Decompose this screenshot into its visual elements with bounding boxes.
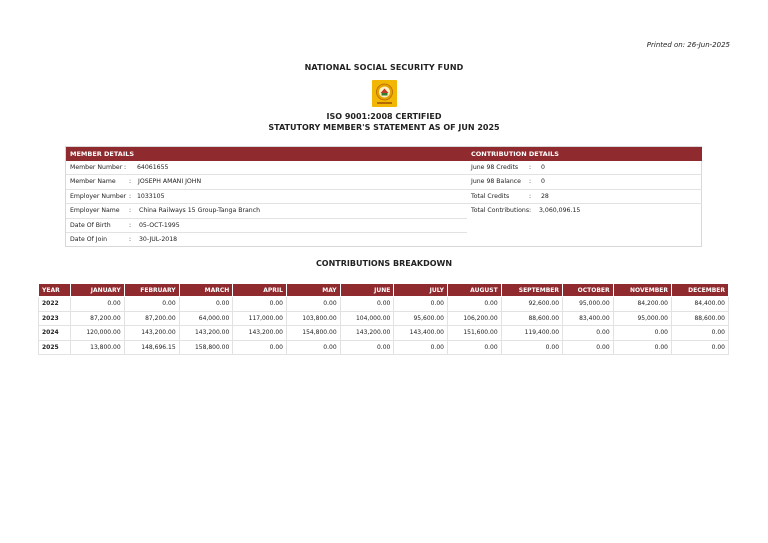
- amount-cell: 103,800.00: [286, 311, 340, 326]
- amount-cell: 84,200.00: [613, 297, 671, 312]
- column-header: FEBRUARY: [124, 284, 179, 297]
- detail-separator: :: [529, 164, 532, 171]
- june98-credits-row: [467, 161, 702, 175]
- amount-cell: 143,200.00: [124, 326, 179, 341]
- amount-cell: 143,200.00: [233, 326, 287, 341]
- detail-separator: :: [129, 192, 132, 200]
- total-contributions-row: [467, 204, 702, 218]
- fund-title: NATIONAL SOCIAL SECURITY FUND: [304, 63, 464, 72]
- member-number-row: [66, 161, 467, 175]
- amount-cell: 120,000.00: [71, 326, 125, 341]
- table-row: [39, 311, 729, 326]
- detail-separator: :: [129, 207, 132, 215]
- june98-balance-value: 0: [541, 178, 545, 186]
- column-header: SEPTEMBER: [501, 284, 562, 297]
- total-contributions-value: 3,060,096.15: [539, 207, 581, 215]
- amount-cell: 0.00: [563, 326, 614, 341]
- amount-cell: 0.00: [179, 297, 233, 312]
- column-header: AUGUST: [448, 284, 502, 297]
- amount-cell: 143,200.00: [179, 326, 233, 341]
- detail-label: June 98 Balance: [471, 178, 521, 186]
- amount-cell: 148,696.15: [124, 340, 179, 355]
- amount-cell: 0.00: [448, 340, 502, 355]
- detail-separator: :: [129, 221, 132, 229]
- amount-cell: 0.00: [672, 326, 729, 341]
- year-cell: 2022: [39, 297, 71, 312]
- member-name-row: [66, 175, 467, 189]
- detail-separator: :: [129, 178, 132, 186]
- amount-cell: 88,600.00: [672, 311, 729, 326]
- amount-cell: 92,600.00: [501, 297, 562, 312]
- june98-balance-row: [467, 175, 702, 189]
- amount-cell: 64,000.00: [179, 311, 233, 326]
- amount-cell: 87,200.00: [71, 311, 125, 326]
- member-name-value: JOSEPH AMANI JOHN: [138, 178, 202, 186]
- detail-label: Employer Number: [70, 192, 127, 200]
- column-header: JULY: [394, 284, 448, 297]
- column-header: JUNE: [340, 284, 394, 297]
- amount-cell: 0.00: [286, 340, 340, 355]
- amount-cell: 95,000.00: [613, 311, 671, 326]
- amount-cell: 151,600.00: [448, 326, 502, 341]
- column-header: APRIL: [233, 284, 287, 297]
- amount-cell: 0.00: [340, 340, 394, 355]
- amount-cell: 143,200.00: [340, 326, 394, 341]
- breakdown-title: CONTRIBUTIONS BREAKDOWN: [315, 259, 453, 268]
- amount-cell: 104,000.00: [340, 311, 394, 326]
- amount-cell: 0.00: [233, 297, 287, 312]
- amount-cell: 0.00: [124, 297, 179, 312]
- printed-date: Printed on: 26-Jun-2025: [646, 41, 730, 49]
- amount-cell: 13,800.00: [71, 340, 125, 355]
- amount-cell: 95,000.00: [563, 297, 614, 312]
- amount-cell: 84,400.00: [672, 297, 729, 312]
- column-header: NOVEMBER: [613, 284, 671, 297]
- amount-cell: 95,600.00: [394, 311, 448, 326]
- amount-cell: 0.00: [394, 340, 448, 355]
- year-cell: 2024: [39, 326, 71, 341]
- column-header: JANUARY: [71, 284, 125, 297]
- amount-cell: 0.00: [286, 297, 340, 312]
- amount-cell: 143,400.00: [394, 326, 448, 341]
- detail-separator: :: [124, 164, 127, 171]
- column-header: MAY: [286, 284, 340, 297]
- contributions-table: [38, 283, 729, 355]
- table-row: [39, 340, 729, 355]
- amount-cell: 106,200.00: [448, 311, 502, 326]
- details-panel: [65, 146, 702, 247]
- employer-name-value: China Railways 15 Group-Tanga Branch: [139, 207, 261, 215]
- amount-cell: 119,400.00: [501, 326, 562, 341]
- amount-cell: 0.00: [563, 340, 614, 355]
- iso-certification: ISO 9001:2008 CERTIFIED: [326, 112, 442, 121]
- amount-cell: 0.00: [613, 326, 671, 341]
- member-details-header: MEMBER DETAILS: [66, 147, 467, 161]
- amount-cell: 83,400.00: [563, 311, 614, 326]
- detail-label: Total Contributions: [471, 207, 530, 215]
- nssf-logo-icon: [372, 80, 397, 107]
- amount-cell: 117,000.00: [233, 311, 287, 326]
- detail-label: Date Of Join: [70, 235, 108, 243]
- column-header: MARCH: [179, 284, 233, 297]
- date-of-birth-value: 05-OCT-1995: [139, 221, 180, 229]
- amount-cell: 158,800.00: [179, 340, 233, 355]
- member-details-section: [66, 147, 467, 247]
- employer-name-row: [66, 204, 467, 218]
- amount-cell: 0.00: [233, 340, 287, 355]
- total-credits-row: [467, 190, 702, 204]
- year-cell: 2025: [39, 340, 71, 355]
- table-row: [39, 297, 729, 312]
- june98-credits-value: 0: [541, 164, 545, 171]
- amount-cell: 0.00: [672, 340, 729, 355]
- employer-number-row: [66, 190, 467, 204]
- date-of-join-value: 30-JUL-2018: [139, 235, 178, 243]
- table-row: [39, 326, 729, 341]
- amount-cell: 0.00: [340, 297, 394, 312]
- amount-cell: 0.00: [448, 297, 502, 312]
- amount-cell: 0.00: [613, 340, 671, 355]
- amount-cell: 88,600.00: [501, 311, 562, 326]
- statement-title: STATUTORY MEMBER'S STATEMENT AS OF JUN 2025: [268, 123, 500, 132]
- detail-separator: :: [529, 178, 532, 186]
- column-header: DECEMBER: [672, 284, 729, 297]
- detail-label: Employer Name: [70, 207, 120, 215]
- detail-separator: :: [529, 207, 532, 215]
- date-of-join-row: [66, 233, 467, 247]
- detail-label: Total Credits: [471, 192, 510, 200]
- amount-cell: 0.00: [71, 297, 125, 312]
- column-header: YEAR: [39, 284, 71, 297]
- detail-label: Date Of Birth: [70, 221, 111, 229]
- table-header-row: [39, 284, 729, 297]
- member-number-value: 64061655: [137, 164, 169, 171]
- detail-label: June 98 Credits: [471, 164, 519, 171]
- contribution-details-section: [467, 147, 702, 219]
- contribution-details-header: CONTRIBUTION DETAILS: [467, 147, 702, 161]
- detail-label: Member Name: [70, 178, 116, 186]
- employer-number-value: 1033105: [137, 192, 165, 200]
- amount-cell: 154,800.00: [286, 326, 340, 341]
- detail-label: Member Number: [70, 164, 123, 171]
- amount-cell: 87,200.00: [124, 311, 179, 326]
- year-cell: 2023: [39, 311, 71, 326]
- amount-cell: 0.00: [394, 297, 448, 312]
- detail-separator: :: [529, 192, 532, 200]
- date-of-birth-row: [66, 219, 467, 233]
- total-credits-value: 28: [541, 192, 549, 200]
- amount-cell: 0.00: [501, 340, 562, 355]
- column-header: OCTOBER: [563, 284, 614, 297]
- detail-separator: :: [129, 235, 132, 243]
